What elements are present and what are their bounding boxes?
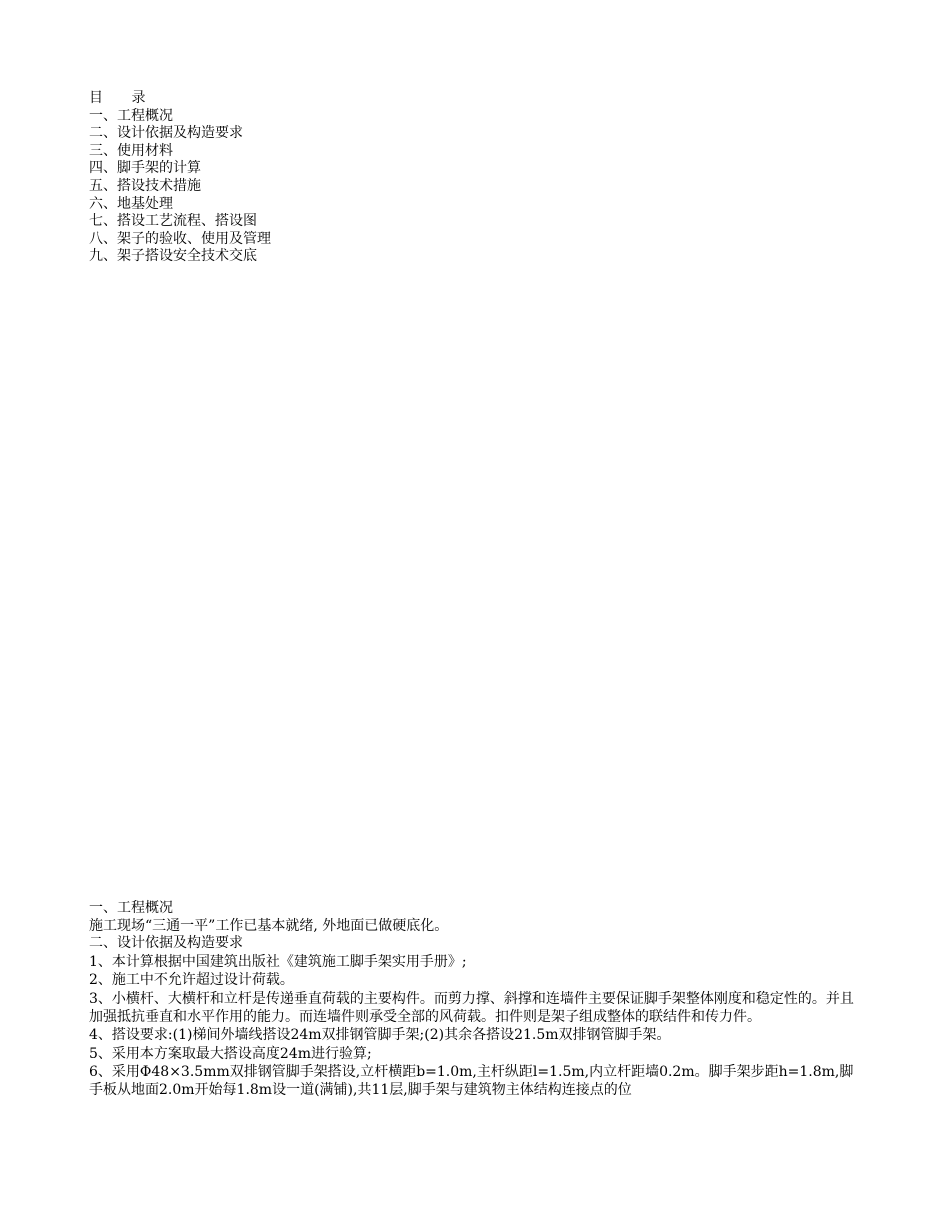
section-heading-design-basis: 二、设计依据及构造要求 — [89, 935, 243, 952]
design-item-6: 6、采用Φ48×3.5mm双排钢管脚手架搭设,立杆横距b=1.0m,主杆纵距l=1.5m,内立杆距墙0.2m。脚手架步距h=1.8m,脚手板从地面2.0m开始每1.8m设一道(满铺),共11层,脚手架与建筑物主体结构连接点的位 — [89, 1064, 854, 1098]
section-heading-overview: 一、工程概况 — [89, 900, 173, 916]
toc-item-1: 一、工程概况 — [89, 107, 173, 124]
design-item-2: 2、施工中不允许超过设计荷载。 — [89, 972, 294, 989]
table-of-contents — [89, 90, 789, 266]
toc-item-3: 三、使用材料 — [89, 142, 173, 159]
toc-item-9: 九、架子搭设安全技术交底 — [89, 248, 257, 265]
design-item-5: 5、采用本方案取最大搭设高度24m进行验算; — [89, 1045, 372, 1062]
section-text-overview: 施工现场“三通一平”工作已基本就绪, 外地面已做硬底化。 — [89, 917, 449, 934]
toc-title: 目 录 — [89, 90, 158, 106]
toc-item-7: 七、搭设工艺流程、搭设图 — [89, 213, 257, 230]
design-item-1: 1、本计算根据中国建筑出版社《建筑施工脚手架实用手册》; — [89, 953, 467, 970]
toc-item-6: 六、地基处理 — [89, 195, 173, 212]
toc-item-2: 二、设计依据及构造要求 — [89, 125, 243, 142]
document-body — [89, 900, 861, 1100]
toc-item-4: 四、脚手架的计算 — [89, 160, 201, 177]
design-item-3: 3、小横杆、大横杆和立杆是传递垂直荷载的主要构件。而剪力撑、斜撑和连墙件主要保证脚手架整体刚度和稳定性的。并且加强抵抗垂直和水平作用的能力。而连墙件则承受全部的风荷载。扣件则是架子组成整体的联结件和传力件。 — [89, 990, 854, 1025]
design-item-4: 4、搭设要求:(1)梯间外墙线搭设24m双排钢管脚手架;(2)其余各搭设21.5m双排钢管脚手架。 — [89, 1027, 671, 1044]
toc-item-8: 八、架子的验收、使用及管理 — [89, 230, 271, 247]
toc-item-5: 五、搭设技术措施 — [89, 177, 201, 194]
